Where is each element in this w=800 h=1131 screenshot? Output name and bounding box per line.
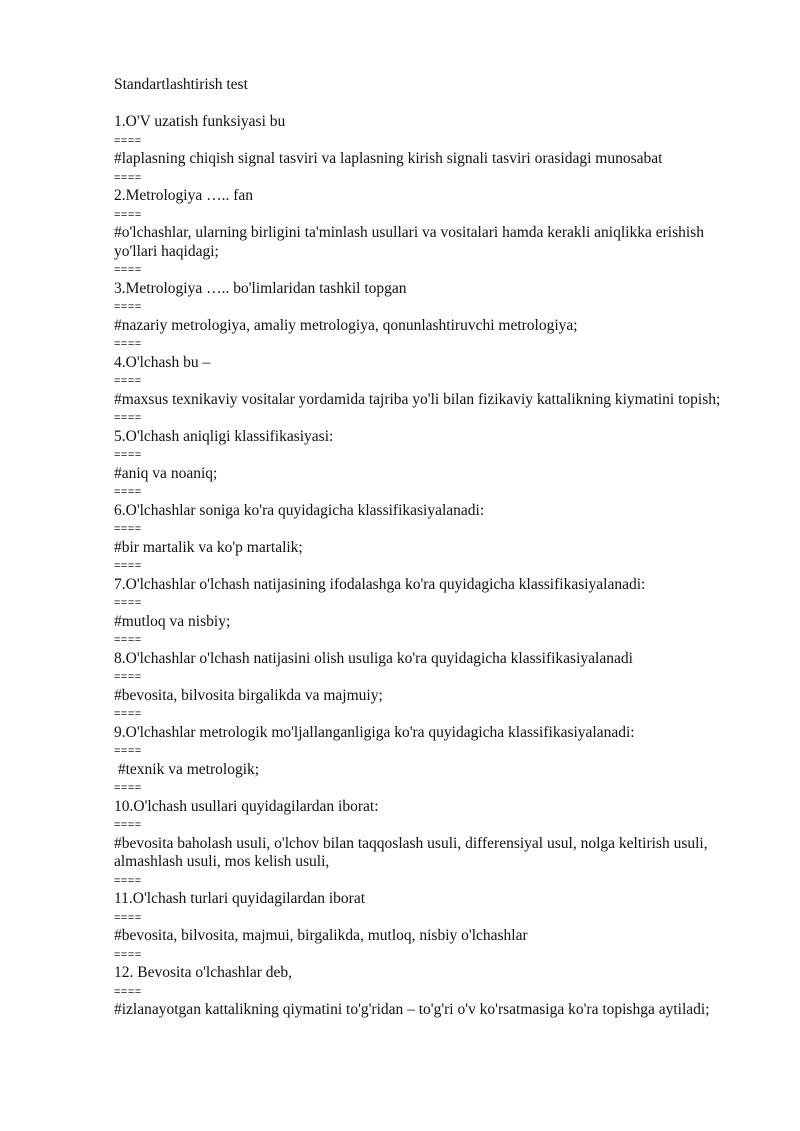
separator: ====	[114, 412, 142, 424]
separator: ====	[114, 375, 142, 387]
separator: ====	[114, 819, 142, 831]
separator: ====	[114, 208, 142, 221]
separator: ====	[114, 911, 142, 924]
answer-text: #o'lchashlar, ularning birligini ta'minlash usullari va vositalari hamda kerakli aniqlikka erishish yo'llari haqidagi;	[114, 224, 704, 260]
separator: ====	[114, 708, 142, 720]
question-text: 9.O'lchashlar metrologik mo'ljallanganligiga ko'ra quyidagicha klassifikasiyalanadi:	[114, 723, 635, 741]
question-text: 6.O'lchashlar soniga ko'ra quyidagicha klassifikasiyalanadi:	[114, 501, 485, 519]
answer-text: #bevosita, bilvosita, majmui, birgalikda, mutloq, nisbiy o'lchashlar	[114, 927, 528, 944]
answer-text: #bir martalik va ko'p martalik;	[114, 538, 303, 556]
separator: ====	[114, 171, 142, 184]
question-text: 12. Bevosita o'lchashlar deb,	[114, 964, 292, 981]
separator: ====	[114, 745, 142, 757]
separator: ====	[114, 449, 142, 461]
question-text: 7.O'lchashlar o'lchash natijasining ifodalashga ko'ra quyidagicha klassifikasiyalanadi:	[114, 575, 646, 593]
separator: ====	[114, 338, 142, 350]
answer-text: #laplasning chiqish signal tasviri va laplasning kirish signali tasviri orasidagi munosabat	[114, 150, 663, 167]
separator: ====	[114, 948, 142, 961]
answer-text: #mutloq va nisbiy;	[114, 612, 231, 630]
question-text: 5.O'lchash aniqligi klassifikasiyasi:	[114, 427, 334, 445]
question-text: 11.O'lchash turlari quyidagilardan iborat	[114, 890, 366, 907]
question-text: 3.Metrologiya ….. bo'limlaridan tashkil topgan	[114, 279, 407, 297]
question-text: 4.O'lchash bu –	[114, 353, 211, 371]
separator: ====	[114, 782, 142, 794]
separator: ====	[114, 671, 142, 683]
question-text: 1.O'V uzatish funksiyasi bu	[114, 113, 286, 130]
answer-text: #bevosita, bilvosita birgalikda va majmuiy;	[114, 686, 383, 704]
test-content	[114, 113, 740, 1020]
document-title: Standartlashtirish test	[114, 76, 248, 93]
separator: ====	[114, 486, 142, 498]
answer-text: #texnik va metrologik;	[114, 760, 260, 778]
answer-text: #maxsus texnikaviy vositalar yordamida tajriba yo'li bilan fizikaviy kattalikning kiymatini topish;	[114, 390, 721, 408]
separator: ====	[114, 597, 142, 609]
answer-text: #bevosita baholash usuli, o'lchov bilan taqqoslash usuli, differensiyal usul, nolga keltirish usuli, almashlash usuli, mos kelish usuli,	[114, 834, 708, 870]
separator: ====	[114, 985, 142, 998]
separator: ====	[114, 634, 142, 646]
answer-text: #nazariy metrologiya, amaliy metrologiya, qonunlashtiruvchi metrologiya;	[114, 316, 578, 334]
separator: ====	[114, 874, 142, 887]
answer-text: #aniq va noaniq;	[114, 464, 218, 482]
separator: ====	[114, 560, 142, 572]
answer-text: #izlanayotgan kattalikning qiymatini to'g'ridan – to'g'ri o'v ko'rsatmasiga ko'ra topishga aytiladi;	[114, 1001, 710, 1018]
separator: ====	[114, 264, 142, 276]
separator: ====	[114, 134, 142, 147]
separator: ====	[114, 523, 142, 535]
question-text: 10.O'lchash usullari quyidagilardan iborat:	[114, 797, 379, 815]
question-text: 8.O'lchashlar o'lchash natijasini olish usuliga ko'ra quyidagicha klassifikasiyalanadi	[114, 649, 633, 667]
question-text: 2.Metrologiya ….. fan	[114, 187, 254, 204]
separator: ====	[114, 301, 142, 313]
